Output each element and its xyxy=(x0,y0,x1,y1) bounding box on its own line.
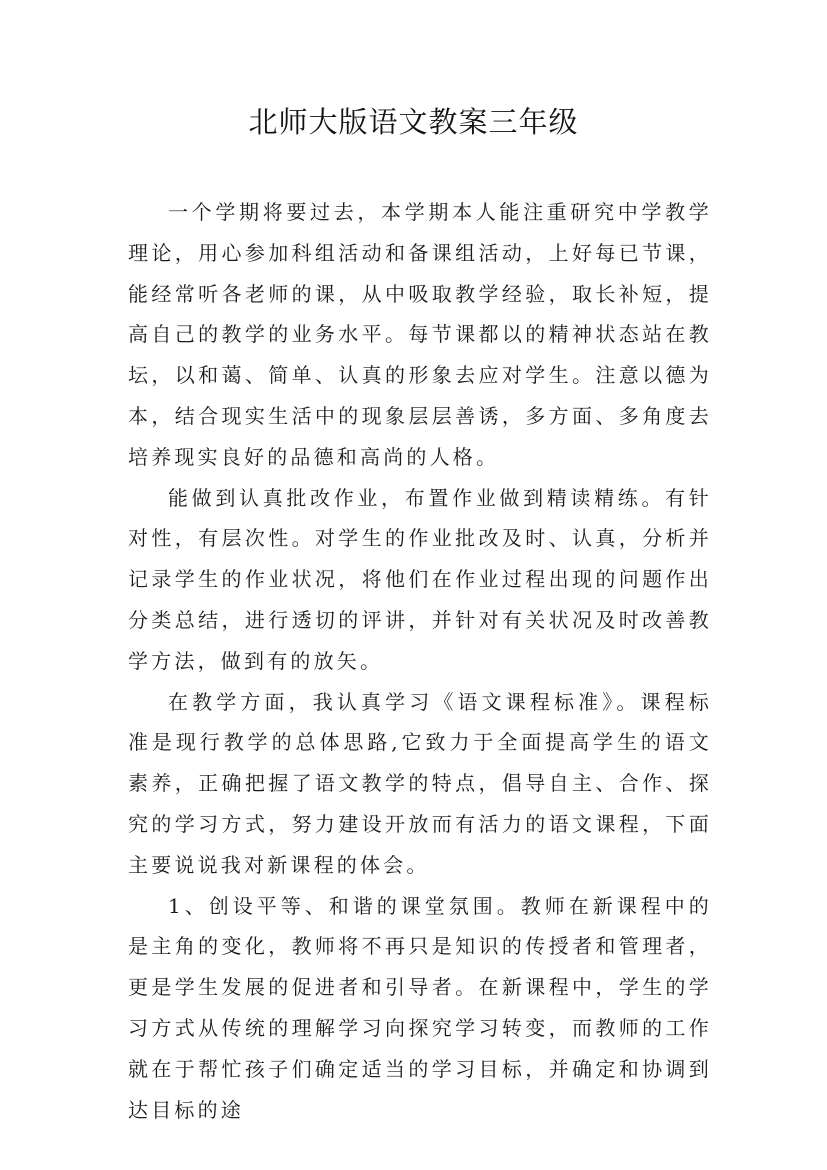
paragraph: 在教学方面，我认真学习《语文课程标准》。课程标准是现行教学的总体思路,它致力于全面提高学生的语文素养，正确把握了语文教学的特点，倡导自主、合作、探究的学习方式，努力建设开放而有活力的语文课程，下面主要说说我对新课程的体会。 xyxy=(128,689,712,877)
paragraph: 一个学期将要过去，本学期本人能注重研究中学教学理论，用心参加科组活动和备课组活动，上好每已节课，能经常听各老师的课，从中吸取教学经验，取长补短，提高自己的教学的业务水平。每节课都以的精神状态站在教坛，以和蔼、简单、认真的形象去应对学生。注意以德为本，结合现实生活中的现象层层善诱，多方面、多角度去培养现实良好的品德和高尚的人格。 xyxy=(128,200,712,469)
document-title: 北师大版语文教案三年级 xyxy=(248,105,579,139)
document-body xyxy=(128,192,712,1130)
paragraph: 1、创设平等、和谐的课堂氛围。教师在新课程中的是主角的变化，教师将不再只是知识的传授者和管理者，更是学生发展的促进者和引导者。在新课程中，学生的学习方式从传统的理解学习向探究学习转变，而教师的工作就在于帮忙孩子们确定适当的学习目标，并确定和协调到达目标的途 xyxy=(128,893,712,1122)
paragraph: 能做到认真批改作业，布置作业做到精读精练。有针对性，有层次性。对学生的作业批改及时、认真，分析并记录学生的作业状况，将他们在作业过程出现的问题作出分类总结，进行透切的评讲，并针对有关状况及时改善教学方法，做到有的放矢。 xyxy=(128,485,712,673)
